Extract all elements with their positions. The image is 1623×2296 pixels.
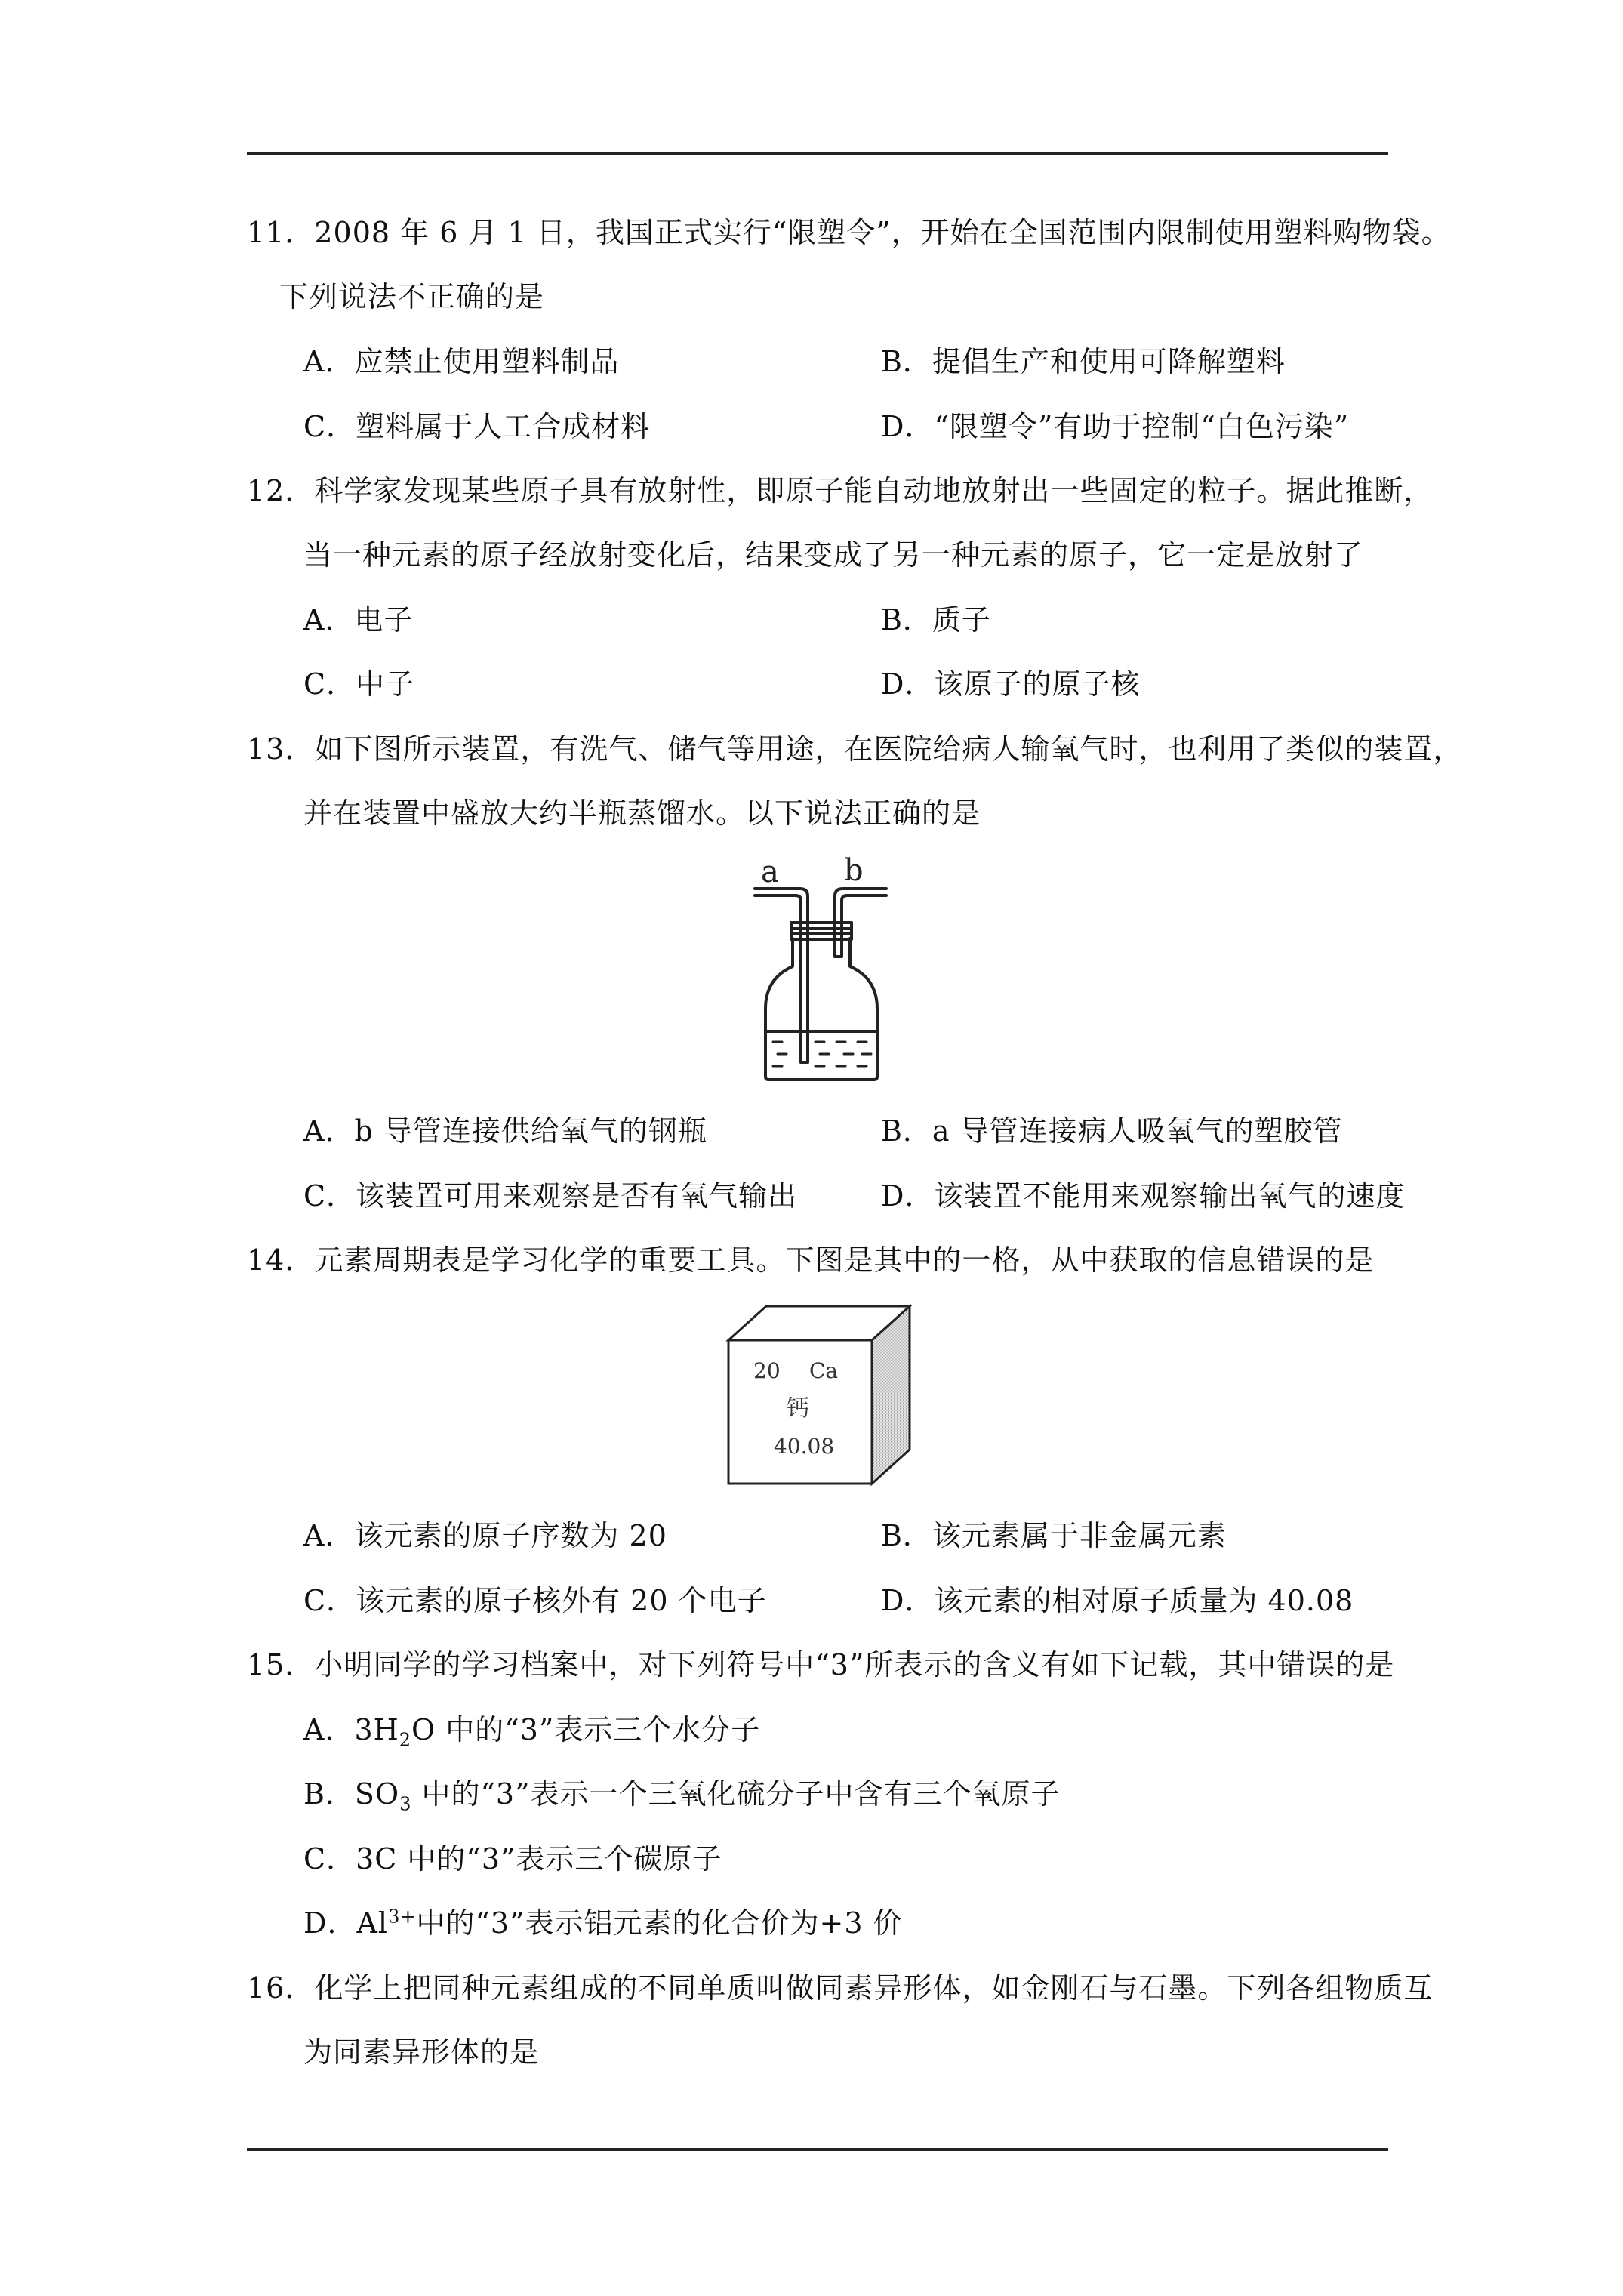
- question-16-line-2: 为同素异形体的是: [303, 2036, 540, 2069]
- bottom-rule: [247, 2148, 1388, 2151]
- q11-option-b: B．提倡生产和使用可降解塑料: [881, 345, 1286, 378]
- q13-option-a: A．b 导管连接供给氧气的钢瓶: [303, 1114, 707, 1148]
- q12-option-c: C．中子: [303, 667, 415, 701]
- q11-option-c: C．塑料属于人工合成材料: [303, 410, 651, 443]
- q12-option-b: B．质子: [881, 603, 991, 636]
- question-16-line-1: 16．化学上把同种元素组成的不同单质叫做同素异形体，如金刚石与石墨。下列各组物质互: [247, 1971, 1434, 2005]
- periodic-table-cell-diagram: [725, 1302, 917, 1491]
- question-12-line-2: 当一种元素的原子经放射变化后，结果变成了另一种元素的原子，它一定是放射了: [303, 538, 1364, 572]
- q14-option-b: B．该元素属于非金属元素: [881, 1519, 1227, 1552]
- question-14-line-1: 14．元素周期表是学习化学的重要工具。下图是其中的一格，从中获取的信息错误的是: [247, 1244, 1375, 1277]
- q15-option-b: B．$SO_3$ 中的“3”表示一个三氧化硫分子中含有三个氧原子: [303, 1777, 1061, 1815]
- question-11-line-2: 下列说法不正确的是: [279, 280, 545, 313]
- q11-option-a: A．应禁止使用塑料制品: [303, 345, 620, 378]
- q13-option-d: D．该装置不能用来观察输出氧气的速度: [881, 1179, 1406, 1213]
- q12-option-a: A．电子: [303, 603, 414, 636]
- top-rule: [247, 152, 1388, 155]
- q14-option-a: A．该元素的原子序数为 20: [303, 1519, 667, 1552]
- q14-option-d: D．该元素的相对原子质量为 40.08: [881, 1584, 1354, 1617]
- question-13-line-2: 并在装置中盛放大约半瓶蒸馏水。以下说法正确的是: [303, 797, 981, 830]
- q14-option-c: C．该元素的原子核外有 20 个电子: [303, 1584, 767, 1617]
- q15-option-c: C．3C 中的“3”表示三个碳原子: [303, 1842, 722, 1875]
- q12-option-d: D．该原子的原子核: [881, 667, 1141, 701]
- tube-label-b: b: [844, 853, 864, 888]
- tube-label-a: a: [761, 855, 779, 889]
- q15-option-a: A．$3H_2O$ 中的“3”表示三个水分子: [303, 1713, 761, 1751]
- question-13-line-1: 13．如下图所示装置，有洗气、储气等用途，在医院给病人输氧气时，也利用了类似的装置，: [247, 732, 1463, 766]
- element-atomic-number: 20: [753, 1358, 781, 1383]
- element-name: 钙: [787, 1395, 809, 1422]
- element-mass: 40.08: [774, 1434, 835, 1459]
- question-15-line-1: 15．小明同学的学习档案中，对下列符号中“3”所表示的含义有如下记载，其中错误的是: [247, 1648, 1395, 1681]
- q11-option-d: D．“限塑令”有助于控制“白色污染”: [881, 410, 1350, 443]
- gas-washing-bottle-diagram: [747, 853, 898, 1083]
- element-symbol: Ca: [809, 1358, 839, 1383]
- q15-option-d: D．$Al^{3+}$中的“3”表示铝元素的化合价为+3 价: [303, 1906, 903, 1940]
- question-12-line-1: 12．科学家发现某些原子具有放射性，即原子能自动地放射出一些固定的粒子。据此推断，: [247, 474, 1434, 507]
- q13-option-b: B．a 导管连接病人吸氧气的塑胶管: [881, 1114, 1343, 1148]
- question-11-line-1: 11．2008 年 6 月 1 日，我国正式实行“限塑令”，开始在全国范围内限制使用塑料购物袋。: [247, 216, 1451, 249]
- q13-option-c: C．该装置可用来观察是否有氧气输出: [303, 1179, 798, 1213]
